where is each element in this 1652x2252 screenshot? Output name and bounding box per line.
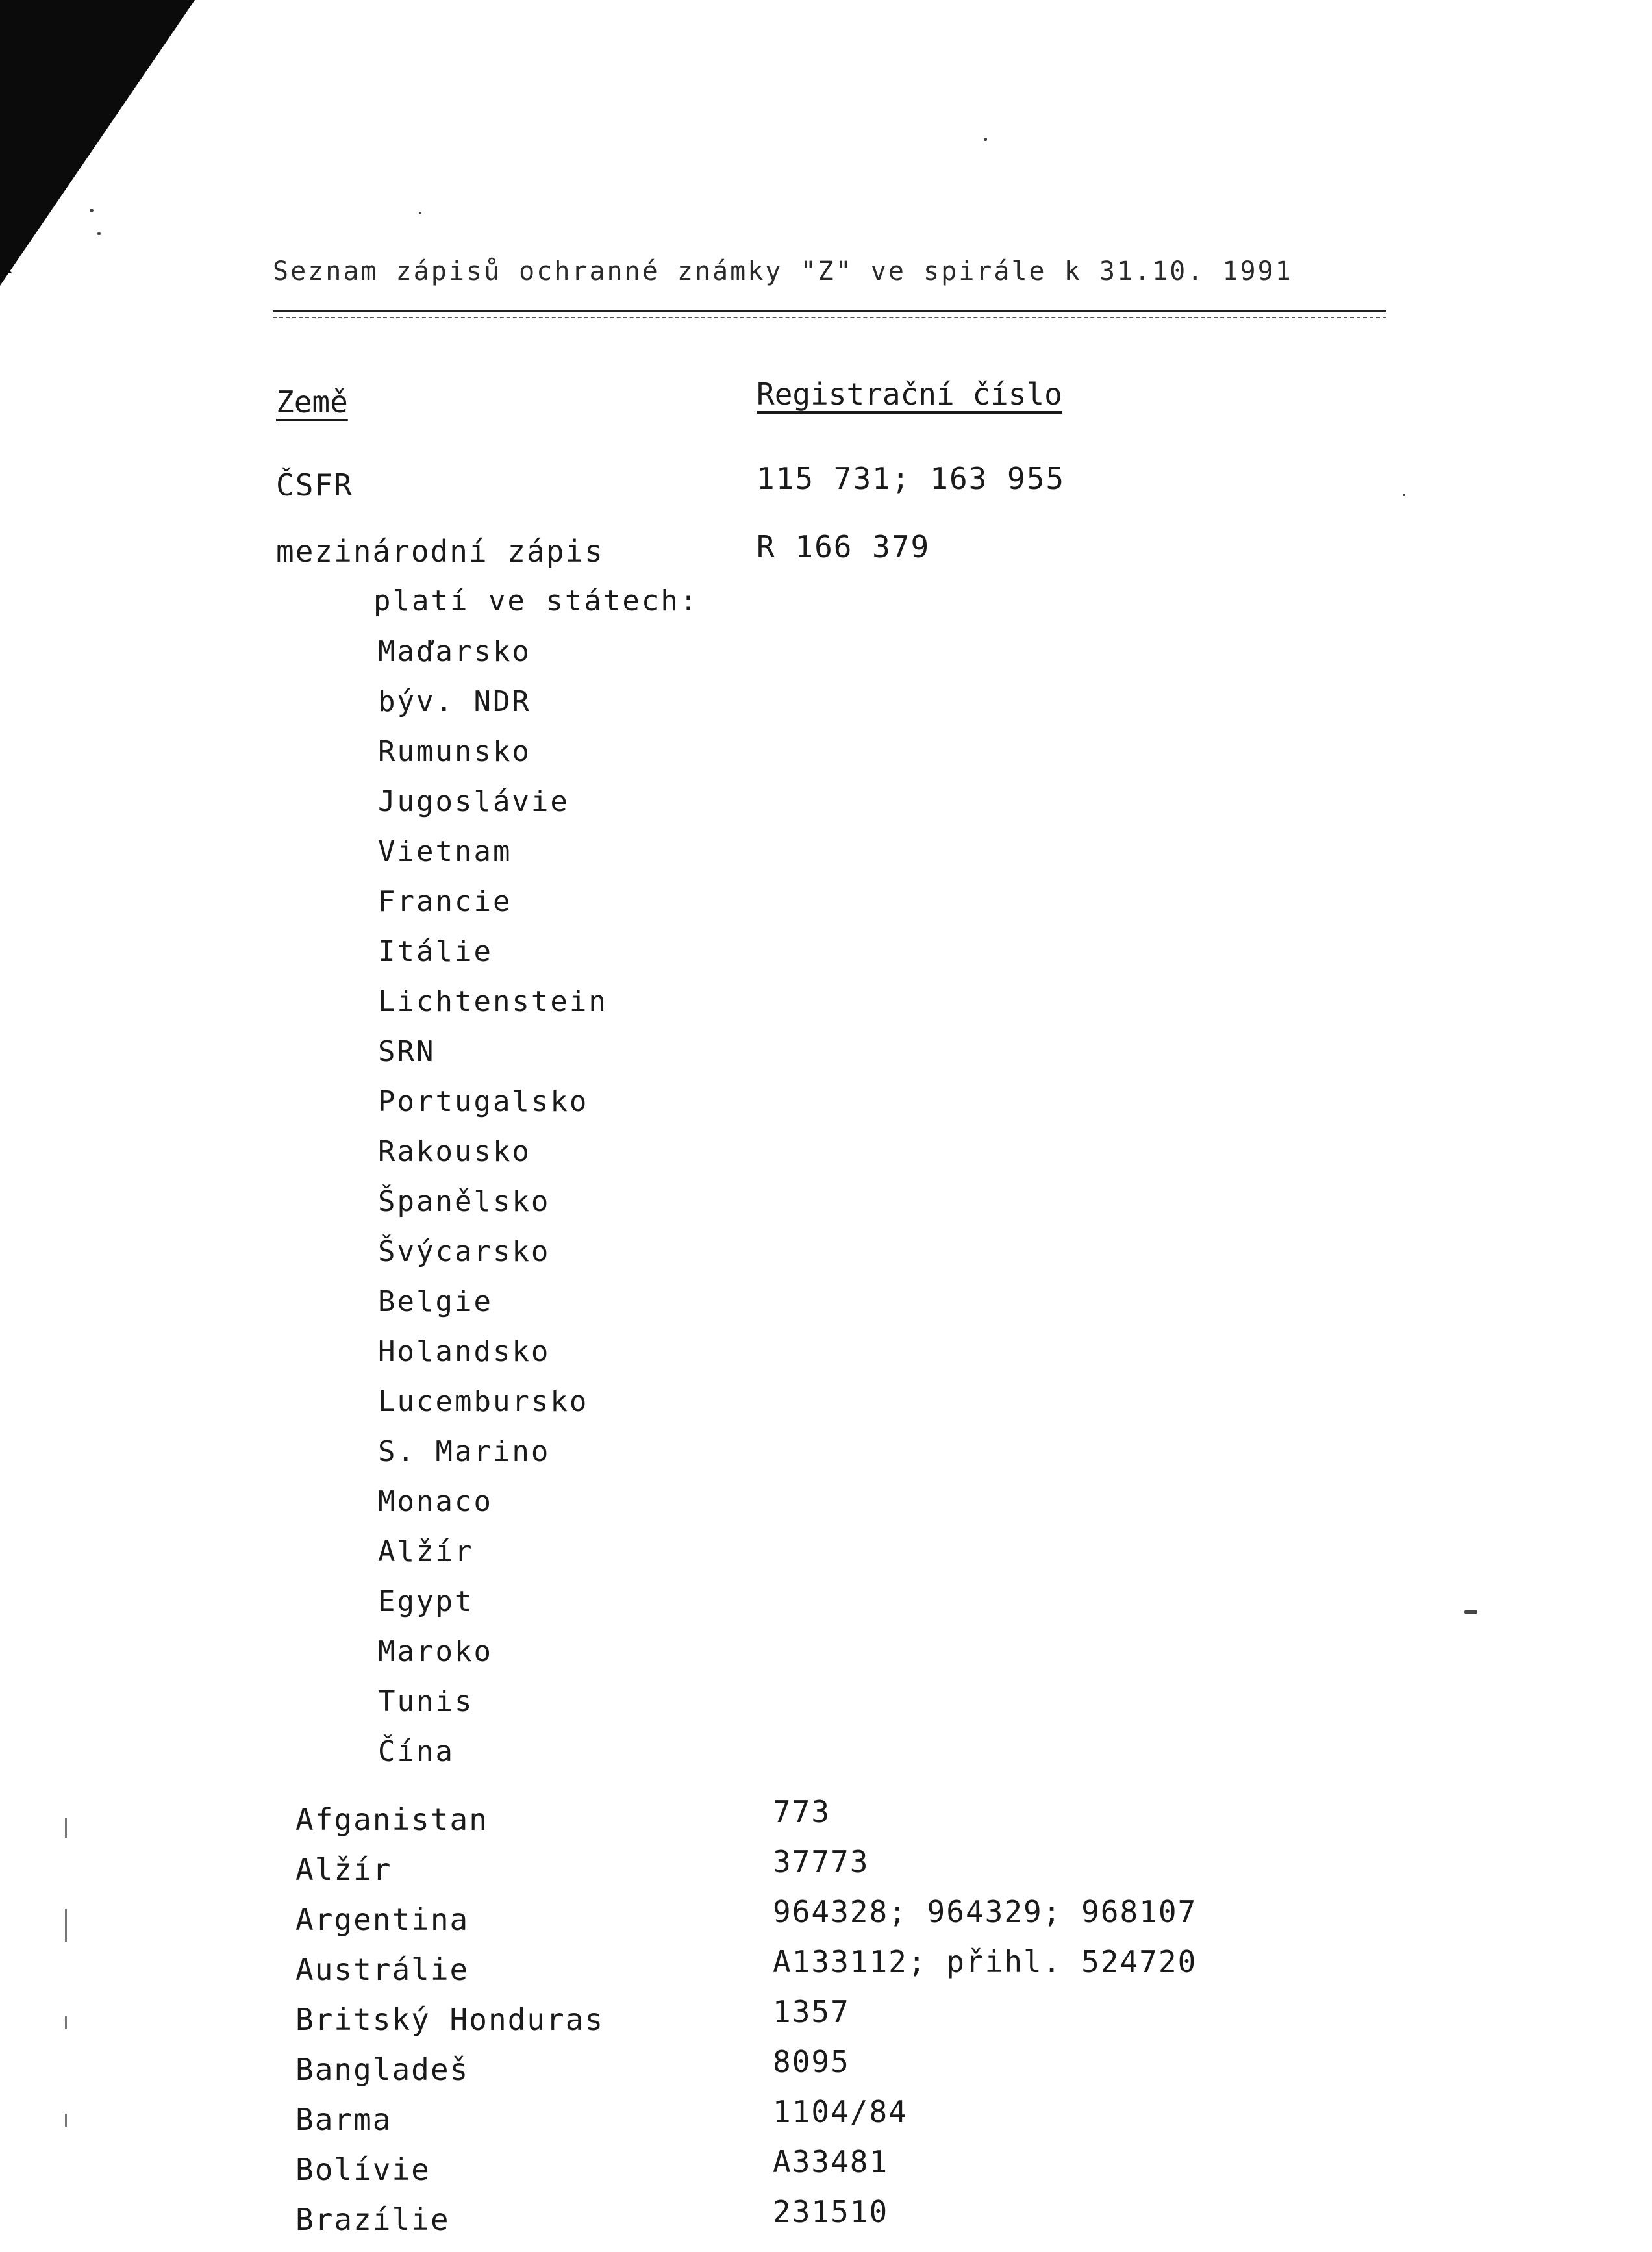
- scan-edge-mark: [65, 1909, 67, 1942]
- entry-number: A133112; přihl. 524720: [773, 1944, 1197, 1979]
- valid-state-item: Monaco: [378, 1485, 493, 1518]
- entry-number: 37773: [773, 1844, 870, 1879]
- valid-state-item: Portugalsko: [378, 1085, 589, 1118]
- primary-country: ČSFR: [276, 468, 353, 503]
- scan-speck: [1464, 1610, 1477, 1614]
- document-title: Seznam zápisů ochranné známky "Z" ve spirále k 31.10. 1991: [273, 256, 1293, 286]
- primary-number: R 166 379: [757, 529, 931, 564]
- valid-state-item: Španělsko: [378, 1185, 551, 1218]
- scan-speck: [97, 232, 101, 235]
- valid-state-item: S. Marino: [378, 1435, 551, 1468]
- valid-state-item: Belgie: [378, 1285, 493, 1318]
- entry-country: Britský Honduras: [295, 2002, 605, 2037]
- scan-speck: [1403, 494, 1405, 496]
- scan-speck: [984, 138, 987, 141]
- valid-state-item: Lichtenstein: [378, 985, 608, 1018]
- valid-state-item: Rumunsko: [378, 735, 531, 768]
- valid-state-item: Maroko: [378, 1635, 493, 1668]
- scan-edge-mark: [65, 2016, 67, 2029]
- entry-country: Alžír: [295, 1852, 392, 1887]
- valid-in-label: platí ve státech:: [373, 584, 699, 618]
- valid-state-item: Maďarsko: [378, 635, 531, 668]
- valid-state-item: Rakousko: [378, 1135, 531, 1168]
- primary-country: mezinárodní zápis: [276, 534, 604, 569]
- entry-number: 964328; 964329; 968107: [773, 1894, 1197, 1929]
- header-registration: Registrační číslo: [757, 377, 1062, 412]
- valid-state-item: Itálie: [378, 935, 493, 968]
- valid-state-item: Francie: [378, 885, 512, 918]
- entry-number: 8095: [773, 2044, 850, 2079]
- scan-speck: [419, 212, 421, 214]
- entry-country: Bolívie: [295, 2152, 431, 2187]
- scan-edge-mark: [65, 1818, 67, 1838]
- entry-number: 1357: [773, 1994, 850, 2029]
- entry-country: Austrálie: [295, 1952, 469, 1987]
- valid-state-item: Alžír: [378, 1535, 474, 1568]
- valid-state-item: Čína: [378, 1735, 455, 1768]
- valid-state-item: býv. NDR: [378, 685, 531, 718]
- valid-state-item: Lucembursko: [378, 1385, 589, 1418]
- primary-number: 115 731; 163 955: [757, 461, 1066, 496]
- valid-state-item: Holandsko: [378, 1335, 551, 1368]
- valid-state-item: Tunis: [378, 1685, 474, 1718]
- entry-country: Argentina: [295, 1902, 469, 1937]
- valid-state-item: Egypt: [378, 1585, 474, 1618]
- scan-corner-shadow: [0, 0, 195, 286]
- entry-number: 231510: [773, 2194, 889, 2229]
- entry-country: Barma: [295, 2102, 392, 2137]
- scan-edge-mark: [65, 2114, 67, 2127]
- valid-state-item: Švýcarsko: [378, 1235, 551, 1268]
- scan-edge-shadow: [0, 260, 12, 273]
- entry-country: Brazílie: [295, 2202, 450, 2237]
- valid-state-item: Vietnam: [378, 835, 512, 868]
- title-underline: [273, 310, 1386, 312]
- valid-state-item: SRN: [378, 1035, 436, 1068]
- scan-speck: [90, 209, 94, 212]
- entry-country: Afganistan: [295, 1802, 488, 1837]
- entry-number: 773: [773, 1794, 831, 1829]
- entry-country: Bangladeš: [295, 2052, 469, 2087]
- entry-number: A33481: [773, 2144, 889, 2179]
- valid-state-item: Jugoslávie: [378, 785, 569, 818]
- header-country: Země: [276, 384, 348, 419]
- title-underline-dashed: [273, 317, 1386, 318]
- entry-number: 1104/84: [773, 2094, 908, 2129]
